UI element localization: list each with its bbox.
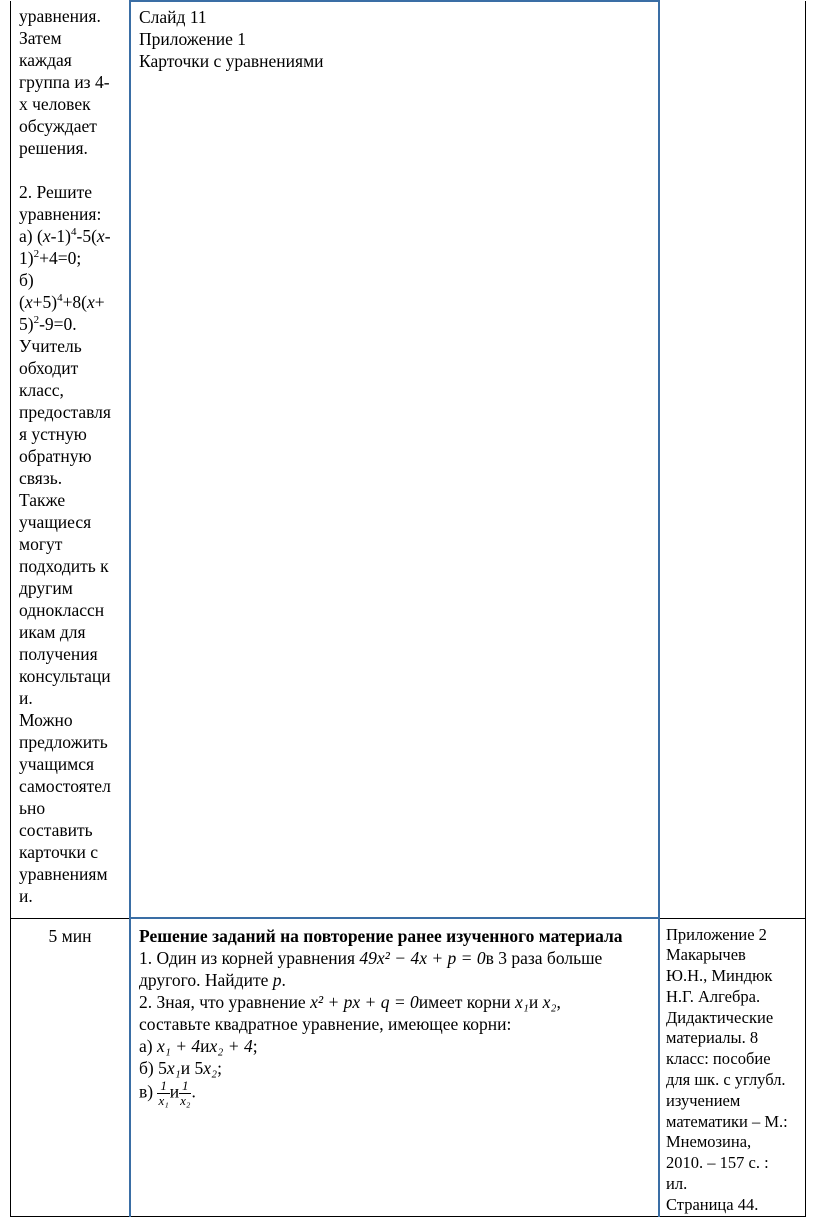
task-2: 2. Зная, что уравнение x² + px + q = 0имеет корни x₁и x₂, bbox=[139, 992, 561, 1012]
student-cards-text: Можно предложить учащимся самостоятел ьно составить карточки с уравнениям и. bbox=[19, 710, 111, 906]
subtask-a: а) x₁ + 4иx₂ + 4; bbox=[139, 1036, 258, 1056]
appendix-label: Приложение 1 bbox=[139, 29, 247, 49]
section-heading: Решение заданий на повторение ранее изученного материала bbox=[139, 926, 623, 946]
task-1: 1. Один из корней уравнения 49x² − 4x + p = 0в 3 раза больше другого. Найдите p. bbox=[139, 948, 603, 990]
task-2-instruction: составьте квадратное уравнение, имеющее корни: bbox=[139, 1014, 512, 1034]
equation-b-label: б) bbox=[19, 270, 34, 290]
lesson-table bbox=[10, 0, 806, 1217]
table-row bbox=[11, 918, 806, 1216]
peer-consult-text: Также учащиеся могут подходить к другим одноклассн икам для получения консультаци и. bbox=[19, 490, 111, 708]
subtask-b: б) 5x₁и 5x₂; bbox=[139, 1058, 222, 1078]
table-row bbox=[11, 1, 806, 918]
resources-cell bbox=[130, 1, 659, 918]
slide-label: Слайд 11 bbox=[139, 7, 207, 27]
activity-description-cell bbox=[11, 1, 131, 918]
cards-label: Карточки с уравнениями bbox=[139, 51, 324, 71]
equation-b: $(x+5)^4+8(x+$ 5)$^2$-9=0. bbox=[19, 292, 105, 334]
group-discussion-text: уравнения. Затем каждая группа из 4- х человек обсуждает решения. bbox=[19, 6, 110, 158]
reference-cell bbox=[659, 918, 806, 1216]
teacher-feedback-text: Учитель обходит класс, предоставля я устную обратную связь. bbox=[19, 336, 111, 488]
subtask-v: в) $\frac{1}{\text{x₁}}$ и $\frac{1}{\text{x₂}}$ . bbox=[139, 1078, 196, 1108]
reference-text: Приложение 2 Макарычев Ю.Н., Миндюк Н.Г. Алгебра. Дидактические материалы. 8 класс: пособие для шк. с углубл. изучением математики – М.: Мнемозина, 2010. – 157 с. : ил. Страница 44. bbox=[666, 924, 788, 1214]
equation-a: а) $(x-1)^4-5(x-$ 1)$^2$+4=0; bbox=[19, 226, 111, 268]
time-label: 5 мин bbox=[48, 925, 92, 946]
time-cell bbox=[11, 918, 131, 1216]
empty-cell bbox=[659, 1, 806, 918]
tasks-cell bbox=[130, 918, 659, 1216]
fraction-1: $\frac{1}{\text{x₁}}$ bbox=[158, 1078, 169, 1108]
fraction-2: $\frac{1}{\text{x₂}}$ bbox=[180, 1078, 191, 1108]
task-title: 2. Решите уравнения: bbox=[19, 182, 102, 224]
